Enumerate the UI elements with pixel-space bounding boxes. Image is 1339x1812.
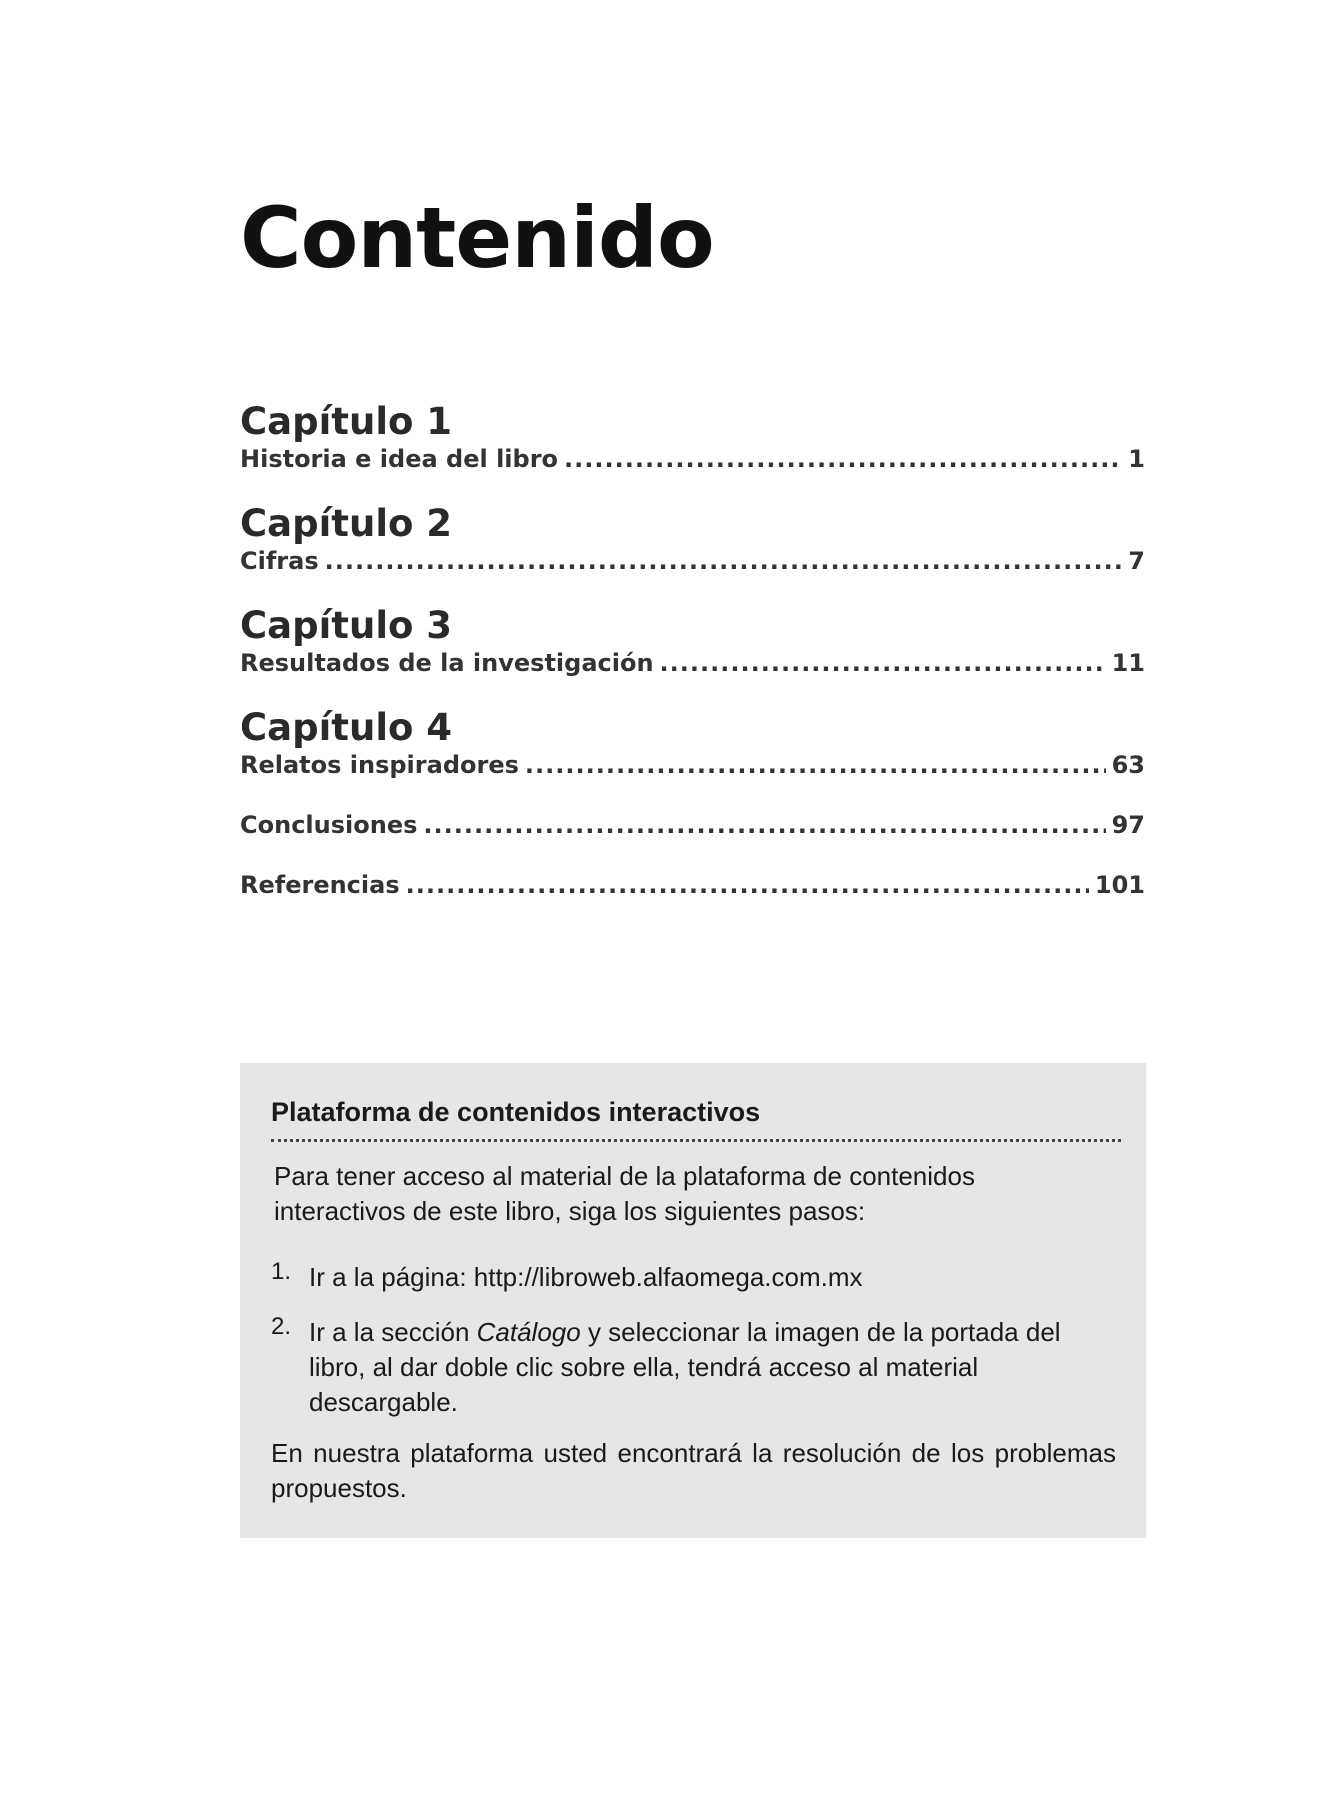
step-number: 2. [271, 1313, 292, 1340]
page-number: 63 [1111, 751, 1145, 779]
box-intro: Para tener acceso al material de la plataforma de contenidos interactivos de este libro, siga los siguientes pasos: [274, 1161, 975, 1226]
entry-label: Cifras [240, 547, 319, 575]
toc-entry[interactable] [240, 444, 1145, 474]
entry-label: Resultados de la investigación [240, 649, 654, 677]
page-number: 7 [1128, 547, 1145, 575]
step-text-before: Ir a la sección [309, 1317, 477, 1347]
toc-entry[interactable] [240, 750, 1145, 780]
interactive-platform-box [240, 1063, 1146, 1538]
dot-leader [564, 444, 1122, 474]
entry-label: Referencias [240, 871, 400, 899]
entry-label: Historia e idea del libro [240, 445, 559, 473]
toc-chapter-3 [240, 604, 1145, 678]
box-title: Plataforma de contenidos interactivos [271, 1097, 761, 1127]
chapter-heading: Capítulo 4 [240, 706, 453, 749]
dot-leader [325, 546, 1123, 576]
chapter-heading: Capítulo 1 [240, 400, 453, 443]
toc-entry-referencias[interactable] [240, 870, 1145, 900]
toc-entry[interactable] [240, 648, 1145, 678]
toc-chapter-1 [240, 400, 1145, 474]
entry-label: Relatos inspiradores [240, 751, 519, 779]
list-item [271, 1260, 1111, 1295]
dotted-divider [271, 1139, 1121, 1142]
toc-entry-conclusiones[interactable] [240, 810, 1145, 840]
page-number: 1 [1128, 445, 1145, 473]
toc-chapter-4 [240, 706, 1145, 780]
dot-leader [406, 870, 1089, 900]
chapter-heading: Capítulo 3 [240, 604, 453, 647]
toc-entry[interactable] [240, 546, 1145, 576]
catalog-section-name: Catálogo [476, 1317, 581, 1347]
step-number: 1. [271, 1258, 292, 1285]
step-text: Ir a la página: http://libroweb.alfaomega.com.mx [309, 1262, 863, 1292]
entry-label: Conclusiones [240, 811, 418, 839]
list-item [271, 1315, 1111, 1420]
dot-leader [525, 750, 1106, 780]
page-number: 101 [1094, 871, 1145, 899]
table-of-contents [240, 400, 1145, 930]
page-number: 97 [1111, 811, 1145, 839]
dot-leader [660, 648, 1106, 678]
page-number: 11 [1111, 649, 1145, 677]
toc-chapter-2 [240, 502, 1145, 576]
page-title: Contenido [240, 189, 714, 287]
dot-leader [423, 810, 1105, 840]
step-text-after: y seleccionar la imagen de la portada del libro, al dar doble clic sobre ella, tendrá acceso al material descargable. [309, 1317, 1061, 1417]
box-closing: En nuestra plataforma usted encontrará la resolución de los problemas propuestos. [271, 1438, 1116, 1503]
chapter-heading: Capítulo 2 [240, 502, 453, 545]
steps-list [271, 1260, 1111, 1440]
